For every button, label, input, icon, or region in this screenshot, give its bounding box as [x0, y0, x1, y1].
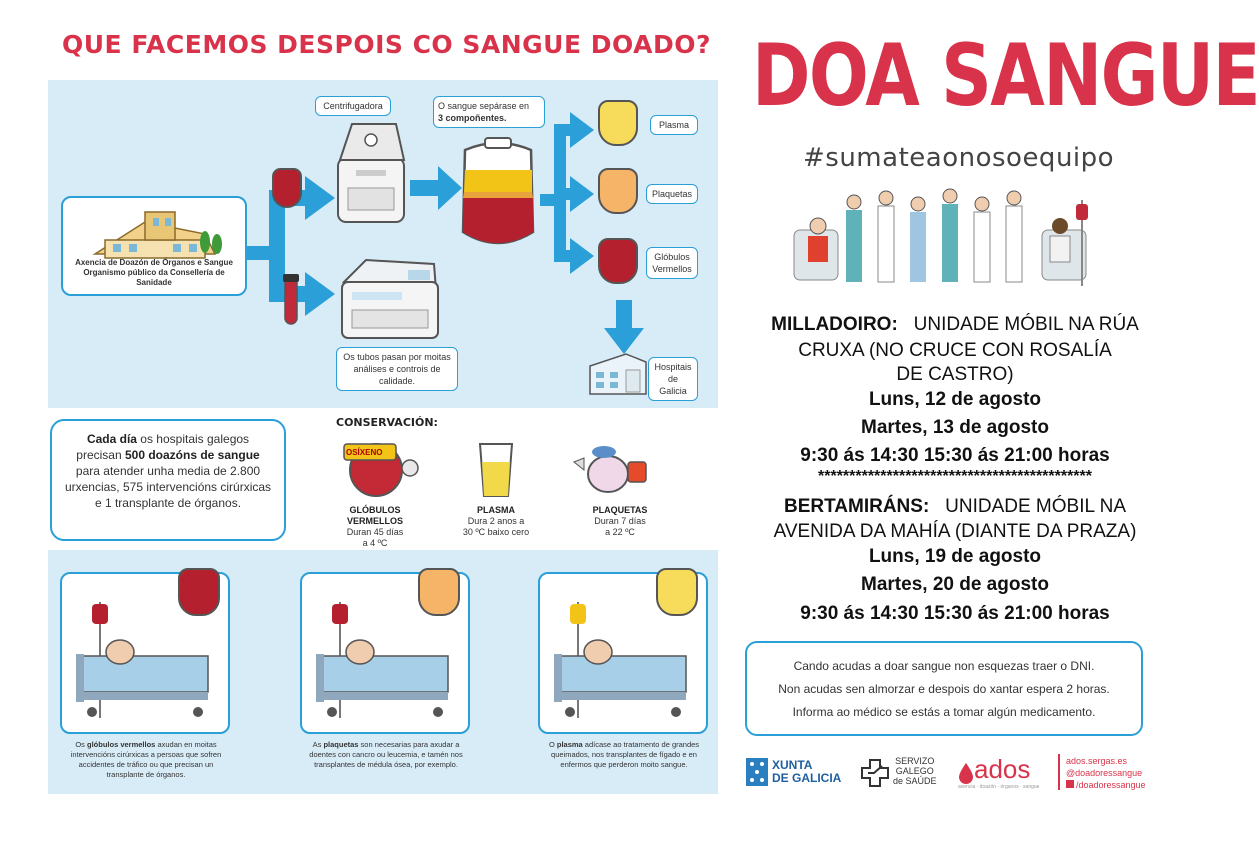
- oxygen-label: OSÍXENO: [346, 448, 383, 457]
- notice-line1: Cando acudas a doar sangue non esquezas traer o DNI.: [793, 659, 1095, 673]
- bertamirans-hours: 9:30 ás 14:30 15:30 ás 21:00 horas: [800, 603, 1110, 624]
- arrow-down-icon: [604, 300, 644, 356]
- caption-red-cells: Os glóbulos vermellos axudan en moitas intervencións cirúrxicas a persoas que sofren accidentes de tráfico ou que precisan un transplante de órganos.: [70, 740, 222, 779]
- milladoiro-date1: Luns, 12 de agosto: [868, 389, 1042, 410]
- analysis-machine-icon: [338, 256, 442, 342]
- logo-divider: [1058, 754, 1060, 790]
- bertamirans-line1: BERTAMIRÁNS: UNIDADE MÓBIL NA: [783, 496, 1127, 517]
- patient-card-platelets: [300, 572, 470, 734]
- bertamirans-date1: Luns, 19 de agosto: [868, 546, 1042, 567]
- patient-plasma-bag-icon: [656, 568, 698, 616]
- milladoiro-hours: 9:30 ás 14:30 15:30 ás 21:00 horas: [800, 445, 1110, 466]
- platelets-label: Plaquetas: [646, 184, 698, 204]
- agency-building-icon: [85, 204, 225, 264]
- facebook-icon: [1066, 780, 1074, 788]
- plasma-bag-icon: [598, 100, 638, 146]
- separated-blood-bag-icon: [455, 136, 541, 256]
- infographic-title: QUE FACEMOS DESPOIS CO SANGUE DOADO?: [62, 30, 711, 59]
- bertamirans-line2: AVENIDA DA MAHÍA (DIANTE DA PRAZA): [773, 521, 1137, 542]
- separation-label: O sangue sepárase en 3 compoñentes.: [433, 96, 545, 128]
- xunta-flag-icon: [746, 758, 768, 786]
- tubes-label: Os tubos pasan por moitas análises e controis de calidade.: [336, 347, 458, 391]
- notice-box: [745, 641, 1143, 736]
- red-cells-label: Glóbulos Vermellos: [646, 247, 698, 279]
- patient-card-red-cells: [60, 572, 230, 734]
- platelet-character-icon: [570, 440, 650, 500]
- milladoiro-line2: CRUXA (NO CRUCE CON ROSALÍA: [798, 340, 1112, 361]
- medical-team-illustration: [790, 190, 1090, 290]
- triple-fork-arrow-icon: [540, 110, 596, 280]
- centrifuge-label: Centrifugadora: [315, 96, 391, 116]
- xunta-logo-text: XUNTA DE GALICIA: [772, 758, 842, 785]
- caption-platelets: As plaquetas son necesarias para axudar a doentes con cancro ou leucemia, e tamén nos transplantes de médula ósea, por exemplo.: [309, 740, 463, 769]
- ados-logo-text: ados: [974, 754, 1031, 784]
- blood-bag-small-icon: [272, 168, 302, 208]
- oxygen-tank-icon: [330, 438, 426, 498]
- plasma-glass-icon: [476, 440, 516, 500]
- hospital-building-icon: [586, 352, 650, 396]
- agency-name: Axencia de Doazón de Órganos e Sangue: [75, 258, 233, 267]
- facebook-link[interactable]: /doadoressangue: [1066, 779, 1146, 791]
- main-title: DOA SANGUE: [752, 26, 1259, 126]
- twitter-link[interactable]: @doadoressangue: [1066, 768, 1143, 778]
- bertamirans-date2: Martes, 20 de agosto: [861, 574, 1049, 595]
- conservation-item-platelets: PLAQUETAS Duran 7 días a 22 ºC: [592, 505, 648, 537]
- milladoiro-date2: Martes, 13 de agosto: [861, 417, 1049, 438]
- centrifuge-icon: [334, 118, 410, 228]
- conservation-title: CONSERVACIÓN:: [336, 416, 438, 429]
- test-tube-icon: [276, 272, 306, 332]
- milladoiro-line1: MILLADOIRO: UNIDADE MÓBIL NA RÚA: [771, 314, 1139, 335]
- conservation-item-plasma: PLASMA Dura 2 anos a 30 ºC baixo cero: [462, 505, 530, 537]
- milladoiro-line3: DE CASTRO): [896, 364, 1014, 385]
- conservation-item-red-cells: GLÓBULOS VERMELLOS Duran 45 días a 4 ºC: [346, 505, 404, 548]
- red-cells-bag-icon: [598, 238, 638, 284]
- plasma-label: Plasma: [650, 115, 698, 135]
- website-link[interactable]: ados.sergas.es: [1066, 756, 1128, 766]
- patient-platelets-bag-icon: [418, 568, 460, 616]
- notice-line2: Non acudas sen almorzar e despois do xantar espera 2 horas.: [778, 682, 1110, 696]
- separator: ********************************************: [818, 468, 1092, 485]
- platelets-bag-icon: [598, 168, 638, 214]
- milladoiro-label: MILLADOIRO:: [771, 314, 898, 335]
- notice-line3: Informa ao médico se estás a tomar algún medicamento.: [792, 705, 1096, 719]
- hospitals-label: Hospitais de Galicia: [648, 357, 698, 401]
- patient-red-cells-bag-icon: [178, 568, 220, 616]
- agency-subtitle: Organismo público da Consellería de Sanidade: [83, 268, 225, 287]
- contact-block: [1066, 755, 1146, 791]
- sergas-logo-text: SERVIZO GALEGO de SAÚDE: [893, 756, 937, 786]
- patient-card-plasma: [538, 572, 708, 734]
- ados-tagline: axencia · doazón · órganos · sangue: [958, 784, 1040, 790]
- ados-drop-icon: [958, 762, 974, 784]
- caption-plasma: O plasma adícase ao tratamento de grandes queimados, nos transplantes de fígado e en enfermos que perderon moito sangue.: [548, 740, 700, 769]
- sergas-cross-icon: [860, 758, 890, 788]
- bertamirans-label: BERTAMIRÁNS:: [783, 496, 930, 517]
- agency-card: [61, 196, 247, 296]
- hashtag: #sumateaonosoequipo: [803, 143, 1115, 173]
- daily-need-card: Cada día os hospitais galegos precisan 500 doazóns de sangue para atender unha media de 2.800 urxencias, 575 intervencións cirúrxicas e 1 transplante de órganos.: [50, 419, 286, 541]
